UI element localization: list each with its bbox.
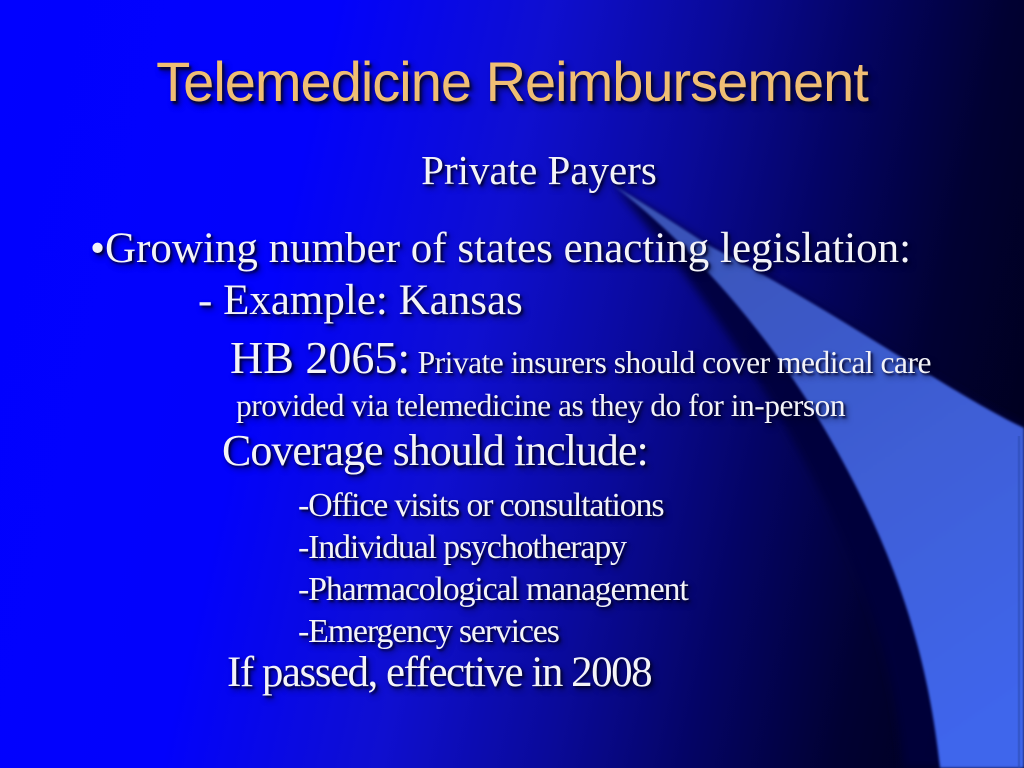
hb-2065-text: Private insurers should cover medical care [410,345,931,380]
slide-subtitle: Private Payers [421,147,657,193]
hb-2065-text-continued: provided via telemedicine as they do for in-person [236,388,846,423]
example-line: - Example: Kansas [198,277,523,324]
footer-line: If passed, effective in 2008 [227,649,652,696]
slide-title: Telemedicine Reimbursement [156,50,868,113]
coverage-item: -Office visits or consultations [298,487,664,524]
hb-2065-line [230,332,931,385]
coverage-heading: Coverage should include: [222,426,648,475]
bullet-line: •Growing number of states enacting legislation: [90,225,912,272]
coverage-item: -Emergency services [298,613,559,650]
hb-2065-label: HB 2065: [230,332,411,383]
coverage-item: -Pharmacological management [298,571,688,608]
coverage-item: -Individual psychotherapy [298,529,626,566]
